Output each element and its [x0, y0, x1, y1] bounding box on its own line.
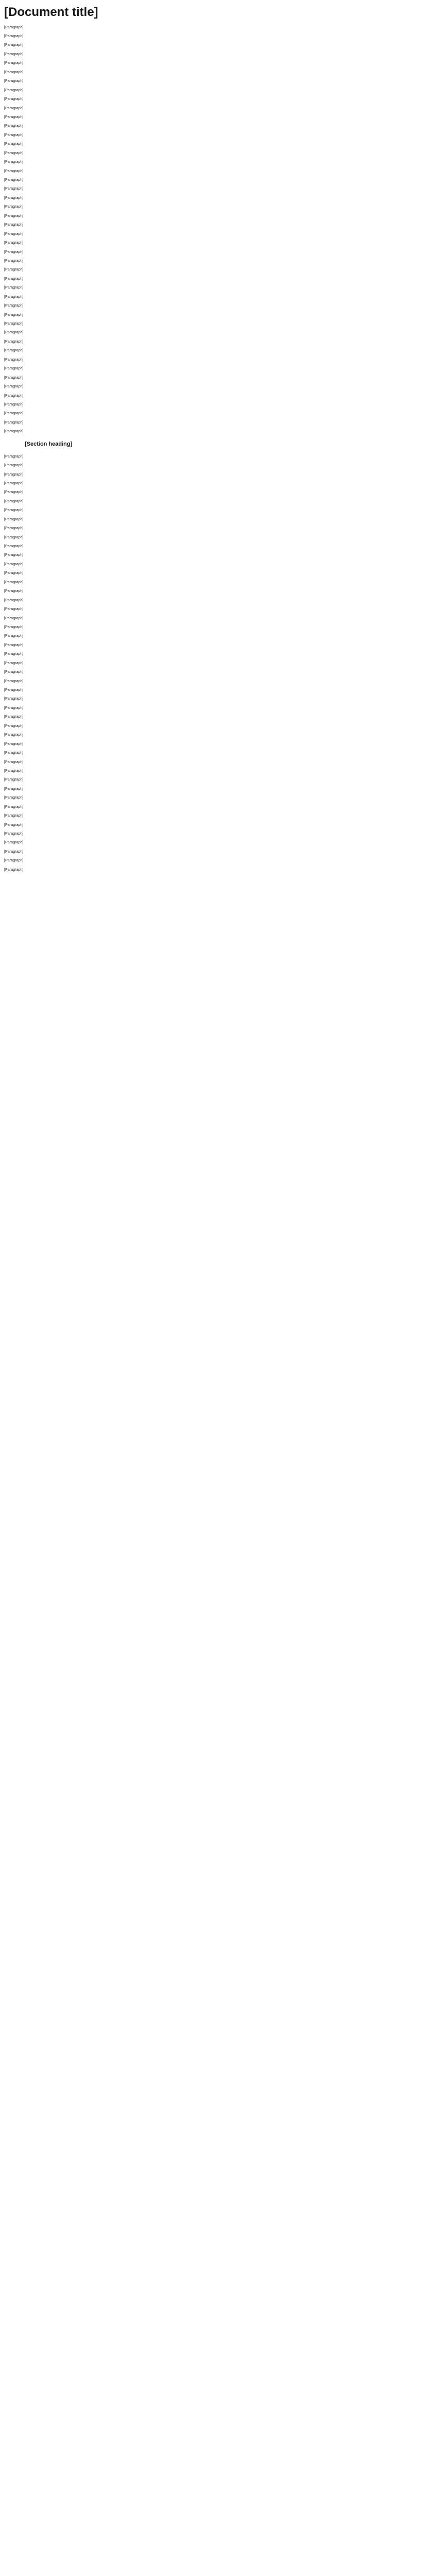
paragraph: [Paragraph]	[4, 714, 24, 719]
paragraph: [Paragraph]	[4, 338, 24, 344]
paragraph: [Paragraph]	[4, 357, 24, 362]
paragraph: [Paragraph]	[4, 507, 24, 513]
paragraph: [Paragraph]	[4, 723, 24, 728]
paragraph: [Paragraph]	[4, 240, 24, 245]
paragraph: [Paragraph]	[4, 642, 24, 647]
paragraph: [Paragraph]	[4, 249, 24, 254]
paragraph: [Paragraph]	[4, 705, 24, 710]
paragraph: [Paragraph]	[4, 678, 24, 683]
paragraph: [Paragraph]	[4, 516, 24, 521]
paragraph: [Paragraph]	[4, 561, 24, 566]
paragraph: [Paragraph]	[4, 123, 24, 128]
paragraph: [Paragraph]	[4, 777, 24, 782]
paragraph: [Paragraph]	[4, 213, 24, 218]
paragraph: [Paragraph]	[4, 759, 24, 764]
paragraph: [Paragraph]	[4, 741, 24, 746]
paragraph: [Paragraph]	[4, 471, 24, 477]
paragraph: [Paragraph]	[4, 498, 24, 503]
paragraph: [Paragraph]	[4, 419, 24, 425]
paragraph: [Paragraph]	[4, 606, 24, 612]
paragraph: [Paragraph]	[4, 526, 24, 531]
paragraph: [Paragraph]	[4, 330, 24, 335]
paragraph: [Paragraph]	[4, 651, 24, 656]
paragraph: [Paragraph]	[4, 579, 24, 584]
paragraph: [Paragraph]	[4, 858, 24, 863]
paragraph: [Paragraph]	[4, 597, 24, 602]
paragraph: [Paragraph]	[4, 258, 24, 263]
paragraph: [Paragraph]	[4, 267, 24, 272]
paragraph: [Paragraph]	[4, 51, 24, 56]
paragraph: [Paragraph]	[4, 285, 24, 290]
paragraph: [Paragraph]	[4, 849, 24, 854]
page	[0, 0, 436, 888]
paragraph: [Paragraph]	[4, 633, 24, 638]
paragraph: [Paragraph]	[4, 489, 24, 495]
paragraph: [Paragraph]	[4, 411, 24, 416]
paragraph: [Paragraph]	[4, 294, 24, 299]
paragraph: [Paragraph]	[4, 231, 24, 236]
paragraph: [Paragraph]	[4, 786, 24, 791]
paragraph: [Paragraph]	[4, 132, 24, 137]
paragraph: [Paragraph]	[4, 534, 24, 539]
paragraph: [Paragraph]	[4, 96, 24, 101]
paragraph: [Paragraph]	[4, 312, 24, 317]
paragraph: [Paragraph]	[4, 401, 24, 406]
article-part-b	[4, 454, 432, 873]
paragraph: [Paragraph]	[4, 303, 24, 308]
paragraph: [Paragraph]	[4, 544, 24, 549]
paragraph: [Paragraph]	[4, 168, 24, 173]
paragraph: [Paragraph]	[4, 822, 24, 827]
paragraph: [Paragraph]	[4, 840, 24, 845]
paragraph: [Paragraph]	[4, 552, 24, 557]
paragraph: [Paragraph]	[4, 867, 24, 872]
paragraph: [Paragraph]	[4, 463, 24, 468]
paragraph: [Paragraph]	[4, 453, 24, 459]
paragraph: [Paragraph]	[4, 150, 24, 155]
paragraph: [Paragraph]	[4, 33, 24, 39]
article-part-a	[4, 25, 432, 434]
paragraph: [Paragraph]	[4, 429, 24, 434]
paragraph: [Paragraph]	[4, 384, 24, 389]
paragraph: [Paragraph]	[4, 78, 24, 83]
paragraph: [Paragraph]	[4, 375, 24, 380]
paragraph: [Paragraph]	[4, 813, 24, 818]
paragraph: [Paragraph]	[4, 204, 24, 209]
paragraph: [Paragraph]	[4, 276, 24, 281]
paragraph: [Paragraph]	[4, 24, 24, 29]
page-title: [Document title]	[4, 5, 98, 19]
paragraph: [Paragraph]	[4, 348, 24, 353]
paragraph: [Paragraph]	[4, 732, 24, 737]
paragraph: [Paragraph]	[4, 831, 24, 836]
paragraph: [Paragraph]	[4, 669, 24, 674]
paragraph: [Paragraph]	[4, 795, 24, 800]
paragraph: [Paragraph]	[4, 687, 24, 692]
paragraph: [Paragraph]	[4, 588, 24, 594]
article-body	[4, 25, 432, 873]
paragraph: [Paragraph]	[4, 393, 24, 398]
paragraph: [Paragraph]	[4, 141, 24, 146]
section-heading: [Section heading]	[25, 440, 73, 447]
paragraph: [Paragraph]	[4, 366, 24, 371]
paragraph: [Paragraph]	[4, 195, 24, 200]
paragraph: [Paragraph]	[4, 570, 24, 575]
paragraph: [Paragraph]	[4, 480, 24, 485]
paragraph: [Paragraph]	[4, 804, 24, 809]
paragraph: [Paragraph]	[4, 186, 24, 191]
paragraph: [Paragraph]	[4, 696, 24, 701]
paragraph: [Paragraph]	[4, 624, 24, 629]
paragraph: [Paragraph]	[4, 159, 24, 164]
paragraph: [Paragraph]	[4, 222, 24, 227]
paragraph: [Paragraph]	[4, 114, 24, 119]
paragraph: [Paragraph]	[4, 60, 24, 65]
paragraph: [Paragraph]	[4, 768, 24, 773]
paragraph: [Paragraph]	[4, 177, 24, 182]
paragraph: [Paragraph]	[4, 321, 24, 326]
paragraph: [Paragraph]	[4, 660, 24, 665]
paragraph: [Paragraph]	[4, 105, 24, 110]
paragraph: [Paragraph]	[4, 615, 24, 620]
paragraph: [Paragraph]	[4, 87, 24, 92]
paragraph: [Paragraph]	[4, 42, 24, 47]
paragraph: [Paragraph]	[4, 750, 24, 755]
paragraph: [Paragraph]	[4, 69, 24, 74]
